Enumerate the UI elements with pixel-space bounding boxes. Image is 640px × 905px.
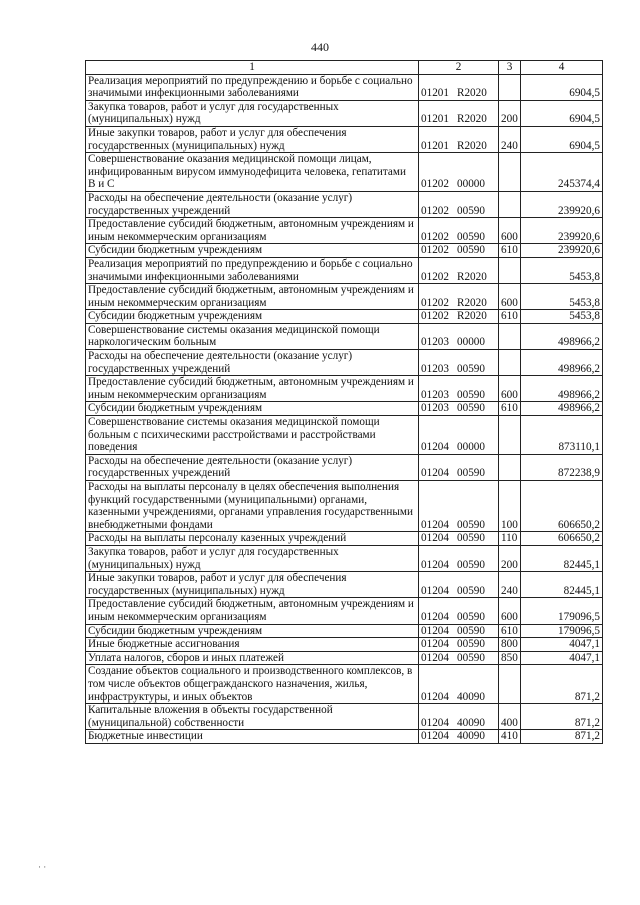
row-code (419, 244, 499, 258)
row-code (419, 100, 499, 126)
row-name: Субсидии бюджетным учреждениям (86, 244, 419, 258)
row-amount: 179096,5 (521, 624, 603, 638)
row-code-program: 01204 (421, 638, 449, 651)
table-row (86, 284, 603, 310)
table-row (86, 454, 603, 480)
row-code-direction: R2020 (457, 310, 487, 323)
row-code-program: 01204 (421, 584, 449, 597)
row-expense-type: 610 (499, 310, 521, 324)
row-code-direction: 00590 (457, 558, 485, 571)
row-amount: 6904,5 (521, 74, 603, 100)
row-name: Предоставление субсидий бюджетным, автономным учреждениям и иным некоммерческим организациям (86, 376, 419, 402)
row-code (419, 323, 499, 349)
row-expense-type: 400 (499, 704, 521, 730)
table-row (86, 532, 603, 546)
row-name: Создание объектов социального и производственного комплексов, в том числе объектов общегражданского назначения, жилья, инфраструктуры, и иных объектов (86, 665, 419, 704)
row-expense-type: 800 (499, 638, 521, 652)
row-code (419, 638, 499, 652)
row-code-program: 01204 (421, 730, 449, 743)
row-name: Бюджетные инвестиции (86, 730, 419, 744)
row-amount: 871,2 (521, 665, 603, 704)
row-code-program: 01204 (421, 716, 449, 729)
row-amount: 6904,5 (521, 126, 603, 152)
row-code-program: 01204 (421, 624, 449, 637)
row-code-program: 01203 (421, 388, 449, 401)
table-row (86, 153, 603, 192)
row-code (419, 454, 499, 480)
row-code-direction: 00590 (457, 518, 485, 531)
row-expense-type (499, 153, 521, 192)
row-code (419, 153, 499, 192)
row-code-direction: 00590 (457, 388, 485, 401)
row-expense-type (499, 665, 521, 704)
row-name: Субсидии бюджетным учреждениям (86, 402, 419, 416)
row-code-direction: 00590 (457, 204, 485, 217)
row-amount: 5453,8 (521, 310, 603, 324)
row-expense-type (499, 74, 521, 100)
row-name: Предоставление субсидий бюджетным, автономным учреждениям и иным некоммерческим организациям (86, 284, 419, 310)
row-expense-type: 240 (499, 126, 521, 152)
row-code (419, 376, 499, 402)
table-row (86, 545, 603, 571)
row-amount: 82445,1 (521, 572, 603, 598)
row-expense-type: 410 (499, 730, 521, 744)
table-row (86, 665, 603, 704)
row-code-program: 01204 (421, 532, 449, 545)
row-code-program: 01204 (421, 690, 449, 703)
row-code-direction: 00590 (457, 532, 485, 545)
row-name: Совершенствование системы оказания медицинской помощи больным с психическими расстройствами и расстройствами поведения (86, 416, 419, 455)
row-code-direction: 00000 (457, 336, 485, 349)
row-name: Иные закупки товаров, работ и услуг для обеспечения государственных (муниципальных) нужд (86, 572, 419, 598)
row-expense-type (499, 416, 521, 455)
table-body (86, 74, 603, 743)
row-expense-type: 600 (499, 598, 521, 624)
row-code-direction: 00590 (457, 651, 485, 664)
table-row (86, 598, 603, 624)
row-code (419, 284, 499, 310)
row-expense-type: 600 (499, 218, 521, 244)
row-expense-type (499, 257, 521, 283)
row-code (419, 545, 499, 571)
row-name: Расходы на обеспечение деятельности (оказание услуг) государственных учреждений (86, 350, 419, 376)
row-code (419, 624, 499, 638)
row-name: Совершенствование оказания медицинской помощи лицам, инфицированным вирусом иммунодефицита человека, гепатитами В и С (86, 153, 419, 192)
row-expense-type: 850 (499, 651, 521, 665)
row-code-direction: 00590 (457, 624, 485, 637)
row-code (419, 257, 499, 283)
row-code-program: 01202 (421, 204, 449, 217)
row-code (419, 532, 499, 546)
row-code-program: 01202 (421, 310, 449, 323)
row-amount: 4047,1 (521, 638, 603, 652)
row-code-direction: 40090 (457, 730, 485, 743)
row-code (419, 416, 499, 455)
row-code-program: 01203 (421, 336, 449, 349)
row-code (419, 730, 499, 744)
row-code-direction: 00590 (457, 584, 485, 597)
row-amount: 871,2 (521, 730, 603, 744)
row-expense-type: 610 (499, 624, 521, 638)
row-amount: 498966,2 (521, 402, 603, 416)
row-code-direction: 40090 (457, 716, 485, 729)
table-row (86, 481, 603, 532)
table-row (86, 638, 603, 652)
row-expense-type: 610 (499, 402, 521, 416)
row-name: Расходы на выплаты персоналу в целях обеспечения выполнения функций государственными (муниципальными) органами, казенными учреждениями, органами управления государственными внебюджетными фондами (86, 481, 419, 532)
row-amount: 82445,1 (521, 545, 603, 571)
row-name: Капитальные вложения в объекты государственной (муниципальной) собственности (86, 704, 419, 730)
row-code (419, 651, 499, 665)
row-amount: 871,2 (521, 704, 603, 730)
header-col-4: 4 (521, 61, 603, 75)
row-name: Уплата налогов, сборов и иных платежей (86, 651, 419, 665)
row-code-program: 01203 (421, 402, 449, 415)
row-code-direction: 00590 (457, 467, 485, 480)
scan-marks: · · (38, 862, 47, 872)
table-row (86, 74, 603, 100)
row-amount: 5453,8 (521, 284, 603, 310)
row-code-direction: 40090 (457, 690, 485, 703)
row-amount: 239920,6 (521, 244, 603, 258)
row-amount: 498966,2 (521, 350, 603, 376)
row-expense-type: 600 (499, 376, 521, 402)
row-expense-type: 610 (499, 244, 521, 258)
row-code (419, 572, 499, 598)
row-expense-type: 100 (499, 481, 521, 532)
row-name: Совершенствование системы оказания медицинской помощи наркологическим больным (86, 323, 419, 349)
row-amount: 4047,1 (521, 651, 603, 665)
row-expense-type (499, 323, 521, 349)
row-code (419, 191, 499, 217)
row-code-direction: R2020 (457, 113, 487, 126)
table-row (86, 350, 603, 376)
row-amount: 606650,2 (521, 532, 603, 546)
row-name: Субсидии бюджетным учреждениям (86, 310, 419, 324)
row-code (419, 704, 499, 730)
table-row (86, 402, 603, 416)
row-expense-type (499, 191, 521, 217)
row-code (419, 598, 499, 624)
budget-table (85, 60, 603, 744)
row-code-program: 01202 (421, 230, 449, 243)
row-name: Субсидии бюджетным учреждениям (86, 624, 419, 638)
row-code-direction: 00590 (457, 230, 485, 243)
row-amount: 179096,5 (521, 598, 603, 624)
row-code-direction: R2020 (457, 87, 487, 100)
row-name: Иные бюджетные ассигнования (86, 638, 419, 652)
row-code-program: 01201 (421, 87, 449, 100)
row-code-direction: R2020 (457, 270, 487, 283)
row-code-direction: 00000 (457, 178, 485, 191)
row-code-program: 01204 (421, 610, 449, 623)
row-code-direction: R2020 (457, 296, 487, 309)
row-expense-type (499, 454, 521, 480)
row-code (419, 402, 499, 416)
table-row (86, 126, 603, 152)
row-amount: 245374,4 (521, 153, 603, 192)
row-code-direction: 00000 (457, 441, 485, 454)
row-code-program: 01204 (421, 467, 449, 480)
row-code-program: 01202 (421, 296, 449, 309)
row-code-program: 01202 (421, 178, 449, 191)
row-code-direction: 00590 (457, 402, 485, 415)
row-amount: 498966,2 (521, 376, 603, 402)
header-col-1: 1 (86, 61, 419, 75)
table-row (86, 257, 603, 283)
row-code-direction: 00590 (457, 638, 485, 651)
row-amount: 872238,9 (521, 454, 603, 480)
row-expense-type: 200 (499, 545, 521, 571)
table-row (86, 704, 603, 730)
row-name: Предоставление субсидий бюджетным, автономным учреждениям и иным некоммерческим организациям (86, 218, 419, 244)
row-code (419, 218, 499, 244)
page-number: 440 (311, 40, 329, 54)
row-name: Предоставление субсидий бюджетным, автономным учреждениям и иным некоммерческим организациям (86, 598, 419, 624)
row-code-program: 01204 (421, 558, 449, 571)
row-expense-type: 600 (499, 284, 521, 310)
table-row (86, 218, 603, 244)
row-name: Расходы на обеспечение деятельности (оказание услуг) государственных учреждений (86, 191, 419, 217)
row-name: Расходы на выплаты персоналу казенных учреждений (86, 532, 419, 546)
header-col-3: 3 (499, 61, 521, 75)
row-code-program: 01202 (421, 270, 449, 283)
row-code (419, 665, 499, 704)
row-expense-type (499, 350, 521, 376)
table-row (86, 376, 603, 402)
row-amount: 239920,6 (521, 191, 603, 217)
row-code (419, 481, 499, 532)
row-amount: 5453,8 (521, 257, 603, 283)
table-row (86, 416, 603, 455)
row-code-direction: R2020 (457, 139, 487, 152)
row-amount: 606650,2 (521, 481, 603, 532)
row-name: Иные закупки товаров, работ и услуг для обеспечения государственных (муниципальных) нужд (86, 126, 419, 152)
table-row (86, 624, 603, 638)
table-header-row (86, 61, 603, 75)
table-row (86, 191, 603, 217)
row-expense-type: 110 (499, 532, 521, 546)
row-amount: 239920,6 (521, 218, 603, 244)
row-name: Закупка товаров, работ и услуг для государственных (муниципальных) нужд (86, 545, 419, 571)
row-name: Реализация мероприятий по предупреждению и борьбе с социально значимыми инфекционными заболеваниями (86, 74, 419, 100)
row-code-program: 01201 (421, 113, 449, 126)
row-amount: 498966,2 (521, 323, 603, 349)
row-code (419, 350, 499, 376)
table-row (86, 651, 603, 665)
row-code-program: 01203 (421, 362, 449, 375)
row-code-program: 01204 (421, 441, 449, 454)
row-code-program: 01202 (421, 244, 449, 257)
table-row (86, 323, 603, 349)
row-code-program: 01201 (421, 139, 449, 152)
row-code-program: 01204 (421, 651, 449, 664)
table-row (86, 730, 603, 744)
row-code-program: 01204 (421, 518, 449, 531)
row-code (419, 126, 499, 152)
table-row (86, 244, 603, 258)
row-expense-type: 200 (499, 100, 521, 126)
table-row (86, 310, 603, 324)
row-expense-type: 240 (499, 572, 521, 598)
table-row (86, 100, 603, 126)
row-code (419, 74, 499, 100)
row-code-direction: 00590 (457, 244, 485, 257)
row-code-direction: 00590 (457, 610, 485, 623)
row-code-direction: 00590 (457, 362, 485, 375)
table-row (86, 572, 603, 598)
row-amount: 873110,1 (521, 416, 603, 455)
row-name: Расходы на обеспечение деятельности (оказание услуг) государственных учреждений (86, 454, 419, 480)
row-code (419, 310, 499, 324)
row-amount: 6904,5 (521, 100, 603, 126)
header-col-2: 2 (419, 61, 499, 75)
row-name: Реализация мероприятий по предупреждению и борьбе с социально значимыми инфекционными заболеваниями (86, 257, 419, 283)
row-name: Закупка товаров, работ и услуг для государственных (муниципальных) нужд (86, 100, 419, 126)
